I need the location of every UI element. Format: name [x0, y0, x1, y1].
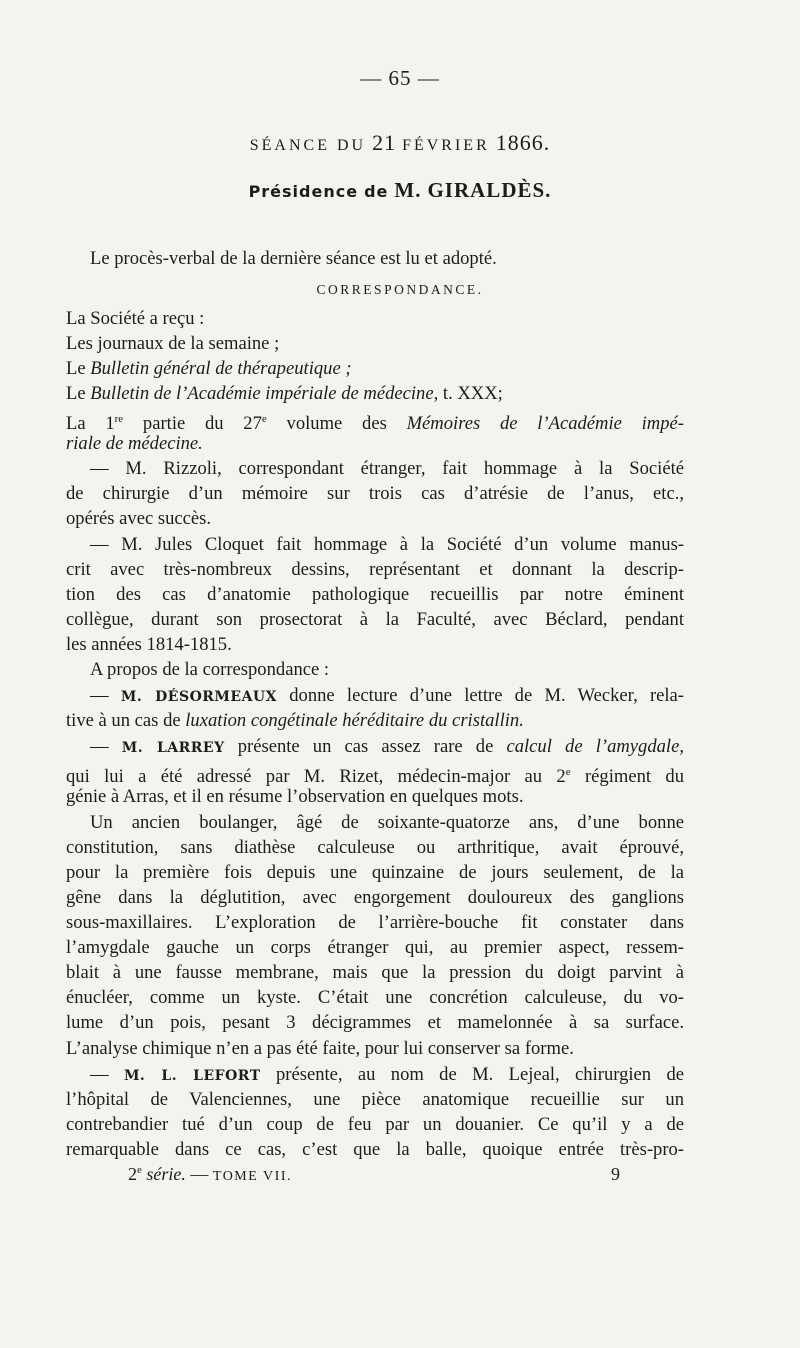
text-line: constitution, sans diathèse calculeuse ou arthritique, avait éprouvé, [66, 837, 684, 858]
page-footer: 2e série. — TOME VII. 9 [128, 1164, 620, 1184]
text-line: Le Bulletin général de thérapeutique ; [66, 358, 352, 379]
text-line: collègue, durant son prosectorat à la Faculté, avec Béclard, pendant [66, 609, 684, 630]
series-sup: e [137, 1164, 142, 1176]
text-line: riale de médecine. [66, 433, 203, 454]
text-line: de chirurgie d’un mémoire sur trois cas d’atrésie de l’anus, etc., [66, 483, 684, 504]
presidence-de: de [364, 182, 389, 201]
text-line: — M. Jules Cloquet fait hommage à la Société d’un volume manus- [90, 534, 684, 555]
page-number: — 65 — [360, 66, 440, 90]
text-line: remarquable dans ce cas, c’est que la balle, quoique entrée très-pro- [66, 1139, 684, 1160]
text-line: l’amygdale gauche un corps étranger qui, au premier aspect, ressem- [66, 937, 684, 958]
text-line: — M. Rizzoli, correspondant étranger, fait hommage à la Société [90, 458, 684, 479]
text-line: La Société a reçu : [66, 308, 205, 329]
session-month: FÉVRIER [402, 137, 490, 154]
text-line: Les journaux de la semaine ; [66, 333, 280, 354]
text-line: énucléer, comme un kyste. C’était une concrétion calculeuse, du vo- [66, 987, 684, 1008]
series-label: série. [141, 1164, 186, 1184]
presidence-line [0, 178, 800, 203]
member-name: M. L. LEFORT [123, 1068, 261, 1084]
text-line: pour la première fois depuis une quinzaine de jours seulement, de la [66, 862, 684, 883]
text-line: Le Bulletin de l’Académie impériale de médecine, t. XXX; [66, 383, 503, 404]
intro-line: Le procès-verbal de la dernière séance est lu et adopté. [90, 248, 497, 269]
text-line: — M. L. LEFORT présente, au nom de M. Lejeal, chirurgien de [90, 1064, 684, 1085]
text-line: l’hôpital de Valenciennes, une pièce anatomique recueillie sur un [66, 1089, 684, 1110]
text-line: contrebandier tué d’un coup de feu par un douanier. Ce qu’il y a de [66, 1114, 684, 1135]
session-year: 1866. [495, 130, 551, 155]
series-number: 2 [128, 1164, 137, 1184]
text-line: qui lui a été adressé par M. Rizet, médecin-major au 2e régiment du [66, 766, 685, 788]
session-day: 21 [372, 130, 397, 155]
text-line: crit avec très-nombreux dessins, représentant et donnant la descrip- [66, 559, 684, 580]
session-prefix: SÉANCE DU [249, 137, 367, 154]
text-line: opérés avec succès. [66, 508, 212, 529]
text-line: blait à une fausse membrane, mais que la pression du doigt parvint à [66, 962, 684, 983]
text-line: — M. LARREY présente un cas assez rare de calcul de l’amygdale, [90, 736, 684, 757]
signature-mark: 9 [611, 1164, 620, 1184]
member-name: M. LARREY [121, 740, 225, 756]
text-line: A propos de la correspondance : [90, 659, 330, 680]
presidence-name: GIRALDÈS. [427, 178, 552, 202]
text-line: génie à Arras, et il en résume l’observation en quelques mots. [66, 786, 524, 807]
member-name: M. DÉSORMEAUX [120, 689, 278, 705]
tome-label: TOME VII. [212, 1169, 292, 1184]
text-line: lume d’un pois, pesant 3 décigrammes et mamelonnée à sa surface. [66, 1012, 684, 1033]
session-title [0, 130, 800, 156]
text-line: Un ancien boulanger, âgé de soixante-quatorze ans, d’une bonne [90, 812, 684, 833]
text-line: gêne dans la déglutition, avec engorgement douloureux des ganglions [66, 887, 684, 908]
text-line: tion des cas d’anatomie pathologique recueillis par notre éminent [66, 584, 684, 605]
section-heading: CORRESPONDANCE. [316, 282, 484, 297]
text-line: tive à un cas de luxation congétinale héréditaire du cristallin. [66, 710, 524, 731]
text-line: les années 1814-1815. [66, 634, 232, 655]
presidence-m: M. [394, 178, 422, 202]
text-line: L’analyse chimique n’en a pas été faite, pour lui conserver sa forme. [66, 1038, 574, 1059]
text-line: La 1re partie du 27e volume des Mémoires de l’Académie impé- [66, 413, 684, 435]
presidence-label: Présidence [248, 182, 359, 201]
text-line: sous-maxillaires. L’exploration de l’arrière-bouche fit constater dans [66, 912, 684, 933]
text-line: — M. DÉSORMEAUX donne lecture d’une lettre de M. Wecker, rela- [90, 685, 685, 706]
